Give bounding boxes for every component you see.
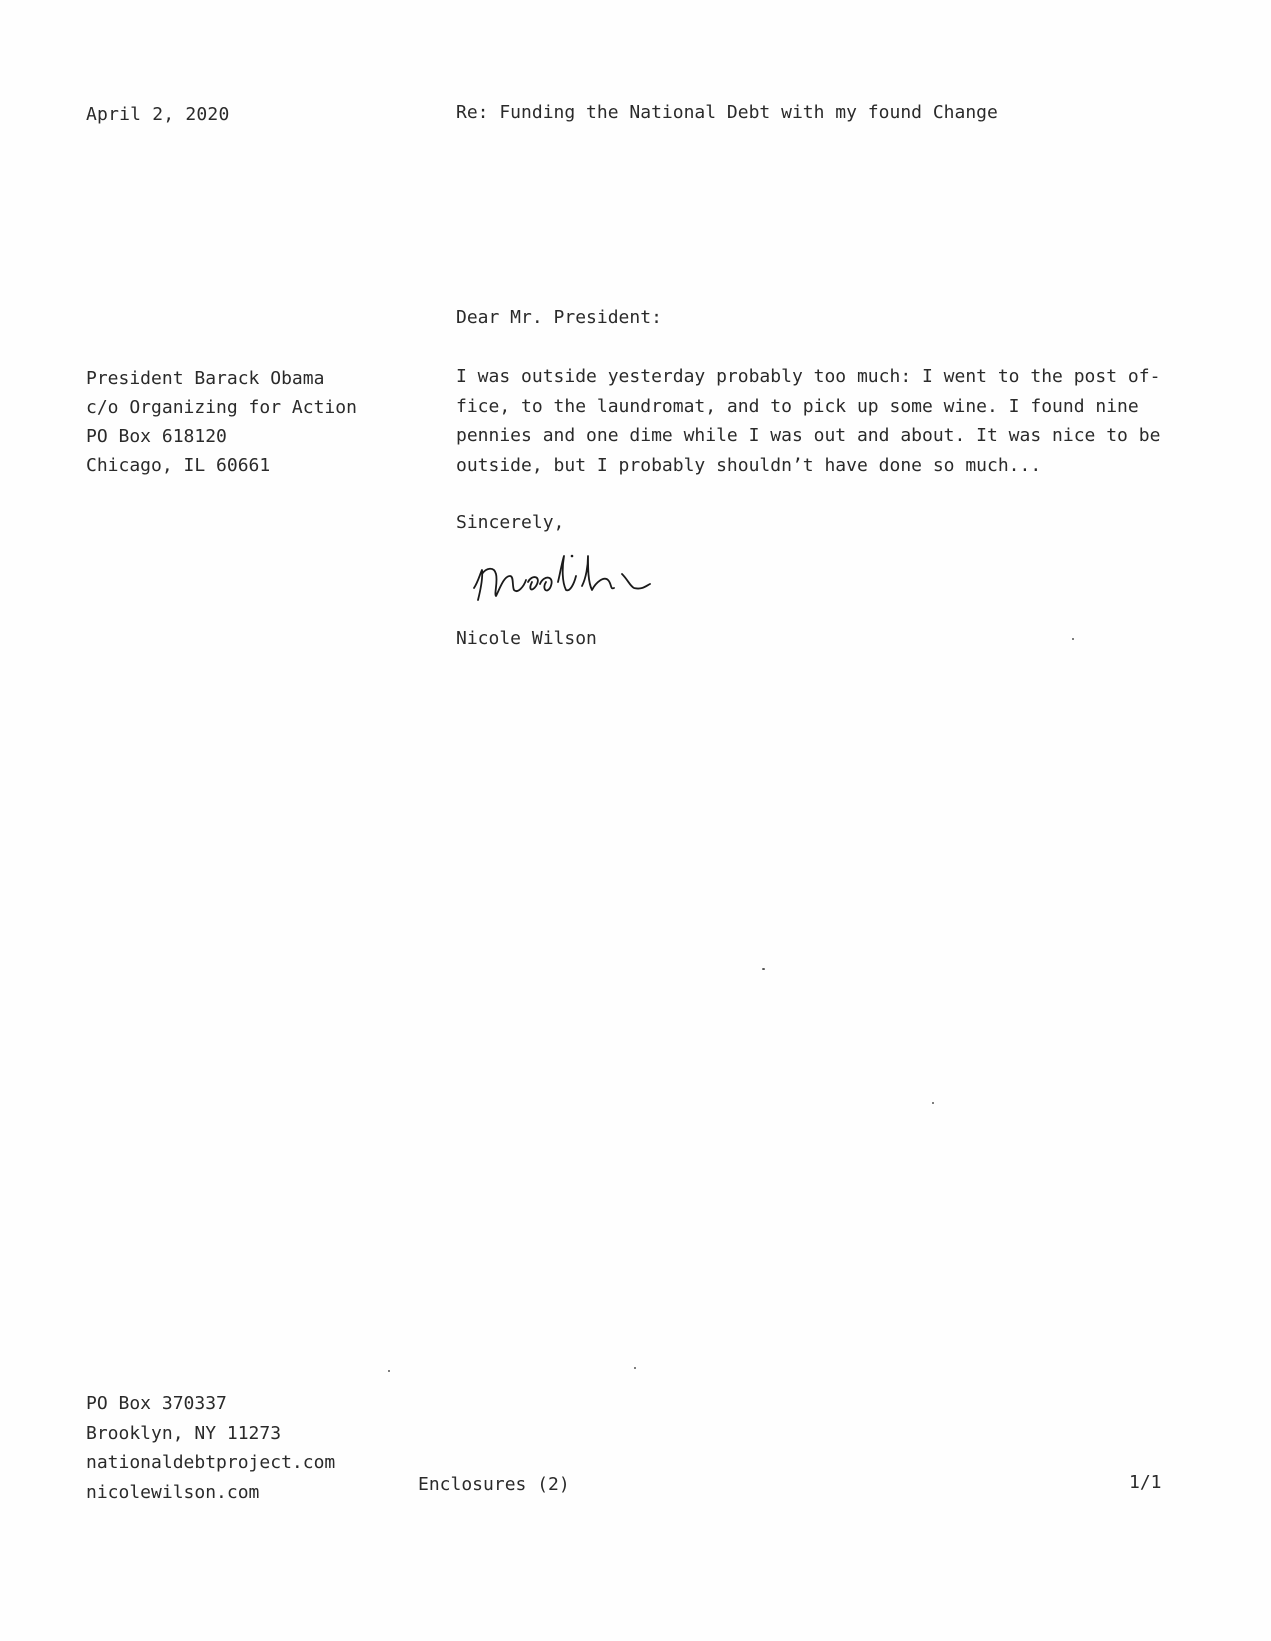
scan-speck (634, 1367, 636, 1369)
sender-website: nicolewilson.com (86, 1481, 260, 1503)
recipient-line: PO Box 618120 (86, 426, 227, 447)
scan-speck (1072, 638, 1074, 640)
recipient-line: Chicago, IL 60661 (86, 455, 271, 476)
sender-website: nationaldebtproject.com (86, 1452, 336, 1473)
letter-subject: Re: Funding the National Debt with my found Change (456, 102, 998, 123)
sender-line: PO Box 370337 (86, 1393, 227, 1414)
handwritten-signature (470, 552, 740, 608)
recipient-line: President Barack Obama (86, 368, 325, 389)
page-number: 1/1 (1129, 1472, 1162, 1493)
salutation: Dear Mr. President: (456, 307, 662, 328)
recipient-address (86, 364, 357, 480)
body-line: outside, but I probably shouldn’t have done so much... (456, 454, 1042, 476)
signer-name: Nicole Wilson (456, 628, 597, 649)
letter-date: April 2, 2020 (86, 104, 230, 125)
signature-drawing (470, 552, 740, 608)
sender-address (86, 1389, 335, 1507)
letter-body (456, 362, 1161, 480)
body-line: fice, to the laundromat, and to pick up some wine. I found nine (456, 395, 1139, 417)
closing: Sincerely, (456, 512, 565, 533)
body-line: pennies and one dime while I was out and about. It was nice to be (456, 425, 1161, 446)
scan-speck (762, 968, 765, 970)
body-line: I was outside yesterday probably too much: I went to the post of- (456, 366, 1161, 387)
scan-speck (932, 1102, 934, 1104)
enclosures-note: Enclosures (2) (418, 1474, 570, 1495)
scan-speck (388, 1370, 390, 1372)
sender-line: Brooklyn, NY 11273 (86, 1422, 282, 1444)
recipient-line: c/o Organizing for Action (86, 397, 357, 418)
